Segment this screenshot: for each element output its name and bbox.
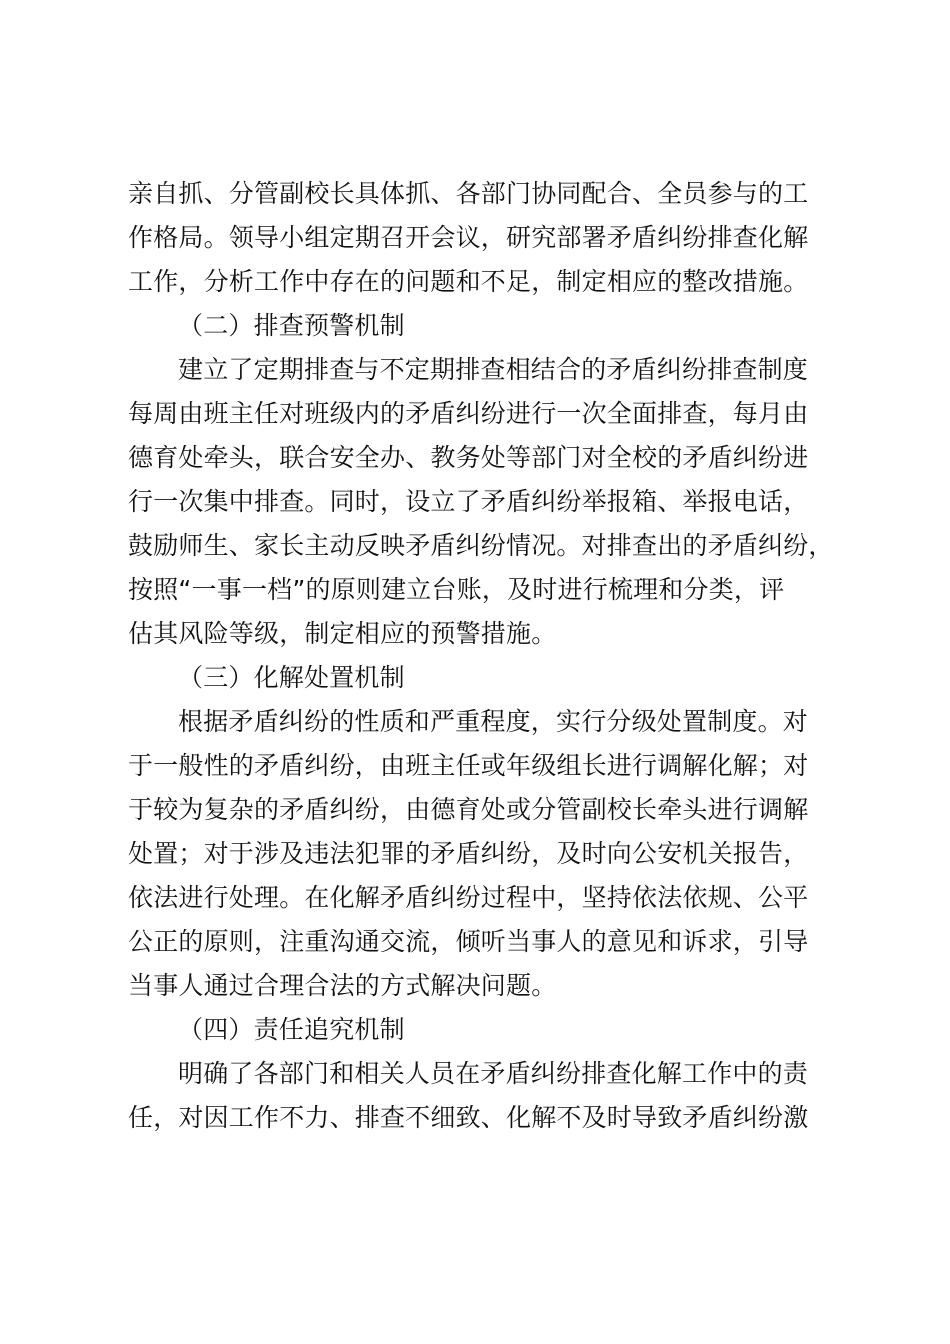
body-text-line: 鼓励师生、家长主动反映矛盾纠纷情况。对排查出的矛盾纠纷， (128, 531, 834, 560)
body-text-line: 于一般性的矛盾纠纷，由班主任或年级组长进行调解化解；对 (128, 751, 809, 780)
section-heading-2: （二）排查预警机制 (178, 311, 405, 340)
body-text-line: 工作，分析工作中存在的问题和不足，制定相应的整改措施。 (128, 267, 809, 296)
body-text-line: 依法进行处理。在化解矛盾纠纷过程中，坚持依法依规、公平 (128, 883, 809, 912)
body-text-line: 根据矛盾纠纷的性质和严重程度，实行分级处置制度。对 (178, 707, 809, 736)
body-text-line: 每周由班主任对班级内的矛盾纠纷进行一次全面排查，每月由 (128, 399, 809, 428)
section-heading-3: （三）化解处置机制 (178, 663, 405, 692)
body-text-line: 公正的原则，注重沟通交流，倾听当事人的意见和诉求，引导 (128, 927, 809, 956)
body-text-line: 作格局。领导小组定期召开会议，研究部署矛盾纠纷排查化解 (128, 223, 809, 252)
body-text-line: 行一次集中排查。同时，设立了矛盾纠纷举报箱、举报电话， (128, 487, 809, 516)
section-heading-4: （四）责任追究机制 (178, 1015, 405, 1044)
body-text-line: 估其风险等级，制定相应的预警措施。 (128, 619, 557, 648)
body-text-line: 处置；对于涉及违法犯罪的矛盾纠纷，及时向公安机关报告， (128, 839, 809, 868)
body-text-line: 任，对因工作不力、排查不细致、化解不及时导致矛盾纠纷激 (128, 1103, 809, 1132)
body-text-line: 德育处牵头，联合安全办、教务处等部门对全校的矛盾纠纷进 (128, 443, 809, 472)
body-text-line: 亲自抓、分管副校长具体抓、各部门协同配合、全员参与的工 (128, 179, 809, 208)
body-text-line: 建立了定期排查与不定期排查相结合的矛盾纠纷排查制度 (178, 355, 809, 384)
body-text-line: 明确了各部门和相关人员在矛盾纠纷排查化解工作中的责 (178, 1059, 809, 1088)
body-text-line: 当事人通过合理合法的方式解决问题。 (128, 971, 557, 1000)
body-text-line: 按照“一事一档”的原则建立台账，及时进行梳理和分类，评 (128, 575, 785, 604)
body-text-line: 于较为复杂的矛盾纠纷，由德育处或分管副校长牵头进行调解 (128, 795, 809, 824)
